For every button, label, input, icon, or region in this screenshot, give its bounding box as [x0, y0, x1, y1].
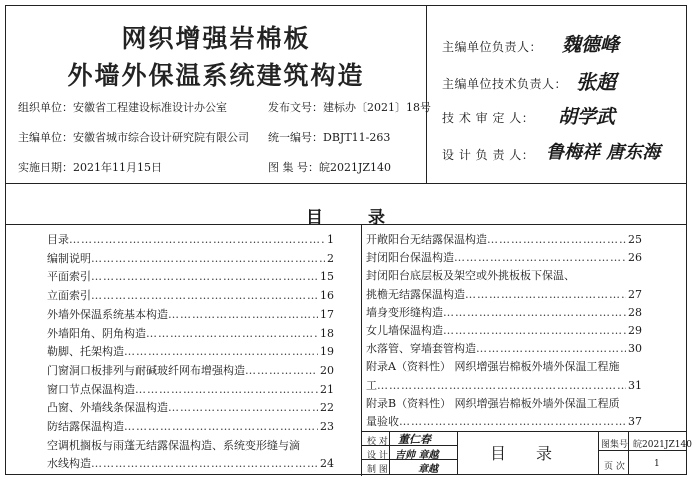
tb-check-label: 校 对 [367, 437, 388, 447]
toc-entry-label: 挑檐无结露保温构造 [366, 287, 465, 301]
toc-entry [47, 250, 334, 266]
toc-entry [47, 362, 334, 378]
org-label: 组织单位： [18, 101, 73, 114]
toc-entry [47, 418, 334, 434]
toc-entry [47, 268, 334, 284]
tb-check-signature: 董仁春 [398, 433, 431, 446]
atlas-value: 皖2021JZ140 [319, 161, 392, 174]
toc-entry [366, 340, 642, 356]
tb-design-signature: 吉帅 章越 [395, 450, 439, 461]
toc-entry-label: 量验收 [366, 415, 399, 428]
toc-entry-page: 30 [628, 342, 642, 356]
toc-leader-dots [465, 288, 626, 301]
tb-page-value: 1 [654, 459, 660, 469]
toc-leader-dots [135, 383, 318, 396]
toc-leader-dots [443, 324, 626, 337]
toc-entry-page: 19 [320, 345, 334, 359]
toc-entry-label: 立面索引 [47, 289, 91, 303]
toc-entry [47, 231, 334, 247]
toc-entry-label: 窗口节点保温构造 [47, 382, 135, 396]
toc-entry [366, 377, 642, 393]
toc-entry-label: 勒脚、托架构造 [47, 345, 124, 359]
toc-entry [47, 287, 334, 303]
resp-label-design-lead: 设 计 负 责 人： [442, 148, 535, 162]
toc-entry-label: 水线构造 [47, 457, 91, 471]
toc-entry: 附录A（资料性） 网织增强岩棉板外墙外保温工程施 [366, 360, 620, 374]
tb-draw-signature: 章越 [418, 464, 438, 475]
toc-entry-page: 24 [320, 457, 334, 471]
signature-tech-review: 胡学武 [558, 106, 616, 128]
tb-design-label: 设 计 [367, 451, 388, 461]
tb-vline-4 [628, 431, 629, 475]
toc-entry [47, 325, 334, 341]
toc-leader-dots [124, 345, 318, 358]
resp-label-chief-unit: 主编单位负责人： [442, 40, 543, 54]
toc-entry [47, 381, 334, 397]
toc-entry-page: 21 [320, 382, 334, 396]
org-value: 安徽省工程建设标准设计办公室 [73, 101, 227, 114]
atlas-number [268, 159, 391, 175]
editor-value: 安徽省城市综合设计研究院有限公司 [73, 131, 249, 144]
toc-entry-page: 23 [320, 420, 334, 433]
toc-leader-dots [91, 457, 318, 470]
tb-draw-label: 制 图 [367, 465, 388, 475]
org-unit [18, 99, 227, 115]
header-divider [6, 183, 686, 184]
toc-entry [366, 304, 642, 320]
title-line-1: 网织增强岩棉板 [121, 24, 311, 53]
toc-entry: 封闭阳台底层板及架空或外挑板板下保温、 [366, 269, 575, 283]
doc-value: 建标办〔2021〕18号 [323, 101, 431, 114]
toc-entry-label: 外墙外保温系统基本构造 [47, 307, 168, 321]
title-line-2: 外墙外保温系统建筑构造 [67, 61, 365, 90]
toc-entry [47, 343, 334, 359]
toc-entry: 附录B（资料性） 网织增强岩棉板外墙外保温工程质 [366, 396, 620, 410]
toc-entry-page: 28 [628, 305, 642, 319]
toc-entry-page: 16 [320, 289, 334, 303]
toc-entry-label: 开敞阳台无结露保温构造 [366, 233, 487, 246]
tb-right-row-line [598, 450, 686, 451]
code-value: DBJT11-263 [323, 131, 391, 144]
toc-entry-page: 29 [628, 324, 642, 337]
resp-label-tech-review: 技 术 审 定 人： [442, 111, 535, 125]
date-label: 实施日期： [18, 161, 73, 174]
toc-entry-label: 墙身变形缝构造 [366, 305, 443, 319]
toc-entry-page: 22 [320, 401, 334, 415]
toc-leader-dots [399, 415, 626, 428]
toc-entry-page: 27 [628, 287, 642, 301]
toc-entry-label: 平面索引 [47, 270, 91, 284]
doc-label: 发布文号： [268, 101, 323, 114]
tb-atlas-label: 图集号 [601, 440, 629, 450]
toc-entry-page: 1 [327, 233, 334, 246]
toc-entry [47, 399, 334, 415]
toc-leader-dots [146, 327, 318, 340]
toc-leader-dots [91, 270, 318, 283]
toc-entry [366, 413, 642, 429]
toc-column-divider [361, 224, 362, 476]
toc-leader-dots [454, 251, 626, 264]
doc-number [268, 99, 431, 115]
toc-entry [366, 322, 642, 338]
toc-entry-label: 目录 [47, 233, 69, 246]
header-vertical-divider [426, 6, 427, 183]
drawing-frame [5, 5, 687, 475]
toc-entry-label: 女儿墙保温构造 [366, 324, 443, 337]
signature-chief-unit: 魏德峰 [562, 34, 620, 56]
tb-vline-1 [389, 431, 390, 475]
toc-entry-label: 工 [366, 378, 377, 392]
toc-entry-label: 门窗洞口板排列与耐碱玻纤网布增强构造 [47, 363, 245, 377]
effective-date [18, 159, 162, 175]
tb-vline-2 [457, 431, 458, 475]
editor-unit [18, 129, 249, 145]
tb-vline-3 [598, 431, 599, 475]
signature-design-lead: 鲁梅祥 唐东海 [546, 142, 661, 163]
toc-leader-dots [476, 342, 626, 355]
toc-entry [366, 249, 642, 265]
toc-entry-label: 水落管、穿墙套管构造 [366, 342, 476, 356]
toc-entry-label: 凸窗、外墙线条保温构造 [47, 401, 168, 415]
tb-atlas-value: 皖2021JZ140 [633, 440, 692, 450]
date-value: 2021年11月15日 [73, 161, 162, 174]
code-label: 统一编号： [268, 131, 323, 144]
unified-code [268, 129, 390, 145]
tb-sheet-title: 目录 [490, 444, 583, 463]
toc-entry: 空调机搁板与雨蓬无结露保温构造、系统变形缝与滴 [47, 438, 300, 452]
toc-entry-label: 编制说明 [47, 251, 91, 265]
editor-label: 主编单位： [18, 131, 73, 144]
tb-page-label: 页 次 [604, 462, 625, 472]
toc-leader-dots [487, 233, 626, 246]
toc-leader-dots [91, 252, 325, 265]
toc-leader-dots [377, 379, 626, 392]
atlas-label: 图 集 号： [268, 161, 319, 174]
toc-entry [366, 286, 642, 302]
toc-entry-page: 15 [320, 270, 334, 284]
toc-leader-dots [168, 308, 318, 321]
toc-entry [47, 306, 334, 322]
toc-entry-label: 防结露保温构造 [47, 420, 124, 433]
toc-entry-page: 17 [320, 307, 334, 321]
toc-entry-label: 外墙阳角、阴角构造 [47, 326, 146, 340]
toc-entry-page: 31 [628, 378, 642, 392]
toc-leader-dots [69, 233, 325, 246]
resp-label-tech-lead: 主编单位技术负责人： [442, 77, 568, 91]
toc-entry-page: 37 [628, 415, 642, 428]
toc-entry-page: 18 [320, 326, 334, 340]
toc-entry [366, 231, 642, 247]
toc-entry-label: 封闭阳台保温构造 [366, 251, 454, 265]
toc-leader-dots [443, 306, 626, 319]
toc-entry-page: 2 [327, 251, 334, 265]
toc-leader-dots [124, 420, 318, 433]
toc-leader-dots [168, 401, 318, 414]
toc-entry [47, 455, 334, 471]
toc-title: 目录 [306, 208, 430, 228]
toc-leader-dots [91, 289, 318, 302]
toc-entry-page: 20 [320, 363, 334, 377]
toc-title-divider [6, 224, 686, 225]
toc-leader-dots [245, 364, 318, 377]
toc-entry-page: 25 [628, 233, 642, 246]
signature-tech-lead: 张超 [576, 70, 616, 94]
toc-entry-page: 26 [628, 251, 642, 265]
